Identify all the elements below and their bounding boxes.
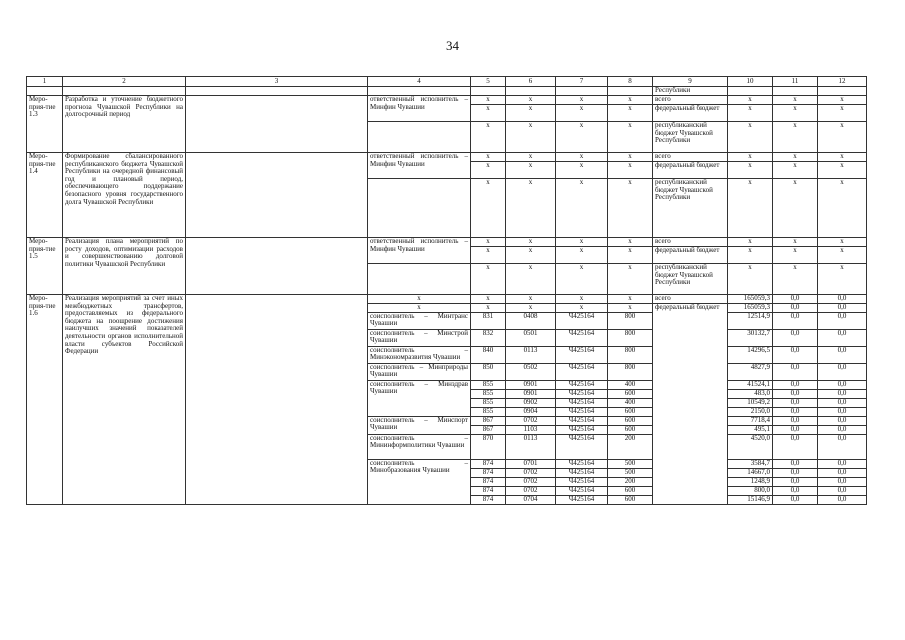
- source-cell: республиканский бюджет Чувашской Республики: [653, 264, 728, 295]
- col-header: 5: [471, 77, 506, 87]
- expense-type-cell: 200: [608, 434, 653, 459]
- grbs-cell: 874: [471, 459, 506, 468]
- target-code-cell: Ч425164: [556, 459, 608, 468]
- source-cell: всего: [653, 238, 728, 247]
- amount-cell: 7718,4: [728, 416, 773, 425]
- expense-type-cell: 200: [608, 477, 653, 486]
- empty-cell: [186, 295, 368, 505]
- grbs-cell: 874: [471, 495, 506, 504]
- x-cell: x: [728, 153, 773, 162]
- x-cell: x: [773, 238, 818, 247]
- executor-cell: соисполнитель – Минэкономразвития Чувашии: [368, 346, 471, 363]
- grbs-cell: 870: [471, 434, 506, 459]
- target-code-cell: Ч425164: [556, 389, 608, 398]
- table-row: [27, 153, 867, 162]
- grbs-cell: 874: [471, 468, 506, 477]
- executor-cell: соисполнитель – Минздрав Чувашии: [368, 380, 471, 416]
- x-cell: x: [506, 105, 556, 122]
- target-code-cell: Ч425164: [556, 495, 608, 504]
- grbs-cell: 840: [471, 346, 506, 363]
- x-cell: x: [471, 295, 506, 304]
- value-cell: 0,0: [818, 468, 867, 477]
- target-code-cell: Ч425164: [556, 312, 608, 329]
- section-cell: 0408: [506, 312, 556, 329]
- value-cell: 0,0: [773, 295, 818, 304]
- value-cell: 0,0: [818, 434, 867, 459]
- value-cell: 0,0: [773, 407, 818, 416]
- expense-type-cell: 600: [608, 486, 653, 495]
- source-cell: федеральный бюджет: [653, 105, 728, 122]
- measure-code: Меро-прия-тие 1.3: [27, 96, 63, 153]
- x-cell: x: [506, 238, 556, 247]
- grbs-cell: 832: [471, 329, 506, 346]
- x-cell: x: [608, 96, 653, 105]
- section-cell: 0702: [506, 477, 556, 486]
- expense-type-cell: 800: [608, 346, 653, 363]
- value-cell: 0,0: [773, 380, 818, 389]
- grbs-cell: 867: [471, 425, 506, 434]
- x-cell: x: [556, 96, 608, 105]
- section-cell: 0704: [506, 495, 556, 504]
- x-cell: x: [818, 179, 867, 238]
- section-cell: 1103: [506, 425, 556, 434]
- x-cell: x: [506, 179, 556, 238]
- x-cell: x: [506, 96, 556, 105]
- amount-cell: 10549,2: [728, 398, 773, 407]
- table-row: [27, 295, 867, 304]
- source-cell: федеральный бюджет: [653, 247, 728, 264]
- col-header: 12: [818, 77, 867, 87]
- grbs-cell: 855: [471, 389, 506, 398]
- section-cell: 0113: [506, 434, 556, 459]
- value-cell: 0,0: [818, 329, 867, 346]
- amount-cell: 4827,9: [728, 363, 773, 380]
- executor-cell: ответственный исполнитель – Минфин Чувашии: [368, 153, 471, 179]
- source-cell: всего: [653, 153, 728, 162]
- expense-type-cell: 500: [608, 468, 653, 477]
- col-header: 6: [506, 77, 556, 87]
- target-code-cell: Ч425164: [556, 468, 608, 477]
- x-cell: x: [506, 153, 556, 162]
- x-cell: x: [608, 264, 653, 295]
- measure-name: Разработка и уточнение бюджетного прогноза Чувашской Республики на долгосрочный период: [63, 96, 186, 153]
- x-cell: x: [728, 122, 773, 153]
- x-cell: x: [471, 247, 506, 264]
- target-code-cell: Ч425164: [556, 398, 608, 407]
- empty-cell: [368, 264, 471, 295]
- grbs-cell: 874: [471, 477, 506, 486]
- section-cell: 0502: [506, 363, 556, 380]
- x-cell: x: [471, 238, 506, 247]
- x-cell: x: [728, 238, 773, 247]
- value-cell: 0,0: [773, 425, 818, 434]
- empty-cell: [186, 238, 368, 295]
- expense-type-cell: 600: [608, 389, 653, 398]
- x-cell: x: [506, 162, 556, 179]
- x-cell: x: [556, 247, 608, 264]
- value-cell: 0,0: [773, 416, 818, 425]
- value-cell: 0,0: [773, 495, 818, 504]
- col-header: 4: [368, 77, 471, 87]
- col-header: 1: [27, 77, 63, 87]
- x-cell: x: [818, 247, 867, 264]
- grbs-cell: 874: [471, 486, 506, 495]
- x-cell: x: [608, 153, 653, 162]
- x-cell: x: [506, 264, 556, 295]
- table-row: [27, 96, 867, 105]
- amount-cell: 30132,7: [728, 329, 773, 346]
- amount-cell: 3584,7: [728, 459, 773, 468]
- section-cell: 0702: [506, 486, 556, 495]
- executor-cell: ответственный исполнитель – Минфин Чувашии: [368, 96, 471, 122]
- table-row: [27, 238, 867, 247]
- x-cell: x: [818, 153, 867, 162]
- source-cell: федеральный бюджет: [653, 162, 728, 179]
- amount-cell: 41524,1: [728, 380, 773, 389]
- value-cell: 0,0: [773, 329, 818, 346]
- executor-cell: соисполнитель – Минобразования Чувашии: [368, 459, 471, 504]
- amount-cell: 12514,9: [728, 312, 773, 329]
- expense-type-cell: 400: [608, 398, 653, 407]
- target-code-cell: Ч425164: [556, 346, 608, 363]
- x-cell: x: [608, 179, 653, 238]
- col-header: 10: [728, 77, 773, 87]
- amount-cell: 495,1: [728, 425, 773, 434]
- value-cell: 0,0: [773, 346, 818, 363]
- x-cell: x: [608, 295, 653, 304]
- executor-cell: соисполнитель – Мининформполитики Чувашии: [368, 434, 471, 459]
- value-cell: 0,0: [773, 398, 818, 407]
- x-cell: x: [608, 238, 653, 247]
- value-cell: 0,0: [818, 486, 867, 495]
- measure-name: Реализация мероприятий за счет иных межбюджетных трансфертов, предоставляемых из федерального бюджета на поощрение достижения наилучших значений показателей деятельности органов исполнительной власти субъектов Российской Федерации: [63, 295, 186, 505]
- x-cell: x: [368, 295, 471, 304]
- x-cell: x: [773, 247, 818, 264]
- amount-cell: 15146,9: [728, 495, 773, 504]
- section-cell: 0701: [506, 459, 556, 468]
- amount-cell: 14667,0: [728, 468, 773, 477]
- x-cell: x: [728, 179, 773, 238]
- amount-cell: 14296,5: [728, 346, 773, 363]
- value-cell: 0,0: [773, 389, 818, 398]
- amount-cell: 165059,3: [728, 304, 773, 313]
- x-cell: x: [728, 162, 773, 179]
- source-cell: республиканский бюджет Чувашской Республики: [653, 179, 728, 238]
- x-cell: x: [773, 122, 818, 153]
- x-cell: x: [556, 122, 608, 153]
- source-cell: республиканский бюджет Чувашской Республики: [653, 122, 728, 153]
- source-cell: всего: [653, 295, 728, 304]
- x-cell: x: [608, 105, 653, 122]
- section-cell: 0501: [506, 329, 556, 346]
- value-cell: 0,0: [773, 434, 818, 459]
- value-cell: 0,0: [818, 363, 867, 380]
- amount-cell: 4520,0: [728, 434, 773, 459]
- executor-cell: соисполнитель – Минприроды Чувашии: [368, 363, 471, 380]
- col-header: 11: [773, 77, 818, 87]
- measure-code: Меро-прия-тие 1.5: [27, 238, 63, 295]
- value-cell: 0,0: [773, 363, 818, 380]
- col-header: 9: [653, 77, 728, 87]
- grbs-cell: 855: [471, 407, 506, 416]
- grbs-cell: 855: [471, 398, 506, 407]
- expense-type-cell: 600: [608, 495, 653, 504]
- x-cell: x: [773, 264, 818, 295]
- source-cell: Республики: [653, 87, 728, 96]
- x-cell: x: [368, 304, 471, 313]
- value-cell: 0,0: [773, 312, 818, 329]
- section-cell: 0901: [506, 389, 556, 398]
- grbs-cell: 867: [471, 416, 506, 425]
- col-header: 2: [63, 77, 186, 87]
- x-cell: x: [773, 153, 818, 162]
- x-cell: x: [506, 122, 556, 153]
- x-cell: x: [506, 295, 556, 304]
- x-cell: x: [471, 105, 506, 122]
- expense-type-cell: 800: [608, 329, 653, 346]
- value-cell: 0,0: [818, 407, 867, 416]
- col-header: 3: [186, 77, 368, 87]
- x-cell: x: [556, 304, 608, 313]
- expense-type-cell: 400: [608, 380, 653, 389]
- measure-code: Меро-прия-тие 1.4: [27, 153, 63, 238]
- value-cell: 0,0: [818, 459, 867, 468]
- page-number: 34: [446, 38, 459, 53]
- x-cell: x: [471, 264, 506, 295]
- x-cell: x: [556, 238, 608, 247]
- x-cell: x: [728, 247, 773, 264]
- section-cell: 0904: [506, 407, 556, 416]
- expense-type-cell: 800: [608, 363, 653, 380]
- x-cell: x: [506, 247, 556, 264]
- col-header: 7: [556, 77, 608, 87]
- x-cell: x: [773, 162, 818, 179]
- x-cell: x: [818, 264, 867, 295]
- x-cell: x: [728, 264, 773, 295]
- section-cell: 0113: [506, 346, 556, 363]
- expense-type-cell: 600: [608, 425, 653, 434]
- measure-name: Реализация плана мероприятий по росту доходов, оптимизации расходов и совершенствованию долговой политики Чувашской Республики: [63, 238, 186, 295]
- expense-type-cell: 500: [608, 459, 653, 468]
- x-cell: x: [608, 247, 653, 264]
- x-cell: x: [728, 96, 773, 105]
- section-cell: 0901: [506, 380, 556, 389]
- x-cell: x: [818, 238, 867, 247]
- x-cell: x: [471, 162, 506, 179]
- x-cell: x: [556, 162, 608, 179]
- amount-cell: 800,0: [728, 486, 773, 495]
- target-code-cell: Ч425164: [556, 486, 608, 495]
- section-cell: 0702: [506, 416, 556, 425]
- amount-cell: 1248,9: [728, 477, 773, 486]
- x-cell: x: [608, 304, 653, 313]
- target-code-cell: Ч425164: [556, 477, 608, 486]
- amount-cell: 483,0: [728, 389, 773, 398]
- source-cell: федеральный бюджет: [653, 304, 728, 505]
- target-code-cell: Ч425164: [556, 407, 608, 416]
- source-cell: всего: [653, 96, 728, 105]
- value-cell: 0,0: [818, 304, 867, 313]
- grbs-cell: 855: [471, 380, 506, 389]
- value-cell: 0,0: [818, 346, 867, 363]
- target-code-cell: Ч425164: [556, 329, 608, 346]
- x-cell: x: [818, 105, 867, 122]
- value-cell: 0,0: [773, 468, 818, 477]
- empty-cell: [186, 96, 368, 153]
- amount-cell: 165059,3: [728, 295, 773, 304]
- col-header: 8: [608, 77, 653, 87]
- expense-type-cell: 600: [608, 407, 653, 416]
- value-cell: 0,0: [818, 380, 867, 389]
- section-cell: 0902: [506, 398, 556, 407]
- value-cell: 0,0: [818, 416, 867, 425]
- x-cell: x: [556, 179, 608, 238]
- executor-cell: соисполнитель – Минспорт Чувашии: [368, 416, 471, 434]
- value-cell: 0,0: [818, 425, 867, 434]
- x-cell: x: [818, 162, 867, 179]
- executor-cell: соисполнитель – Минтранс Чувашии: [368, 312, 471, 329]
- header-row: [27, 77, 867, 87]
- x-cell: x: [471, 179, 506, 238]
- value-cell: 0,0: [773, 477, 818, 486]
- empty-cell: [368, 179, 471, 238]
- x-cell: x: [471, 153, 506, 162]
- target-code-cell: Ч425164: [556, 425, 608, 434]
- amount-cell: 2150,0: [728, 407, 773, 416]
- program-table: [26, 76, 867, 505]
- executor-cell: ответственный исполнитель – Минфин Чувашии: [368, 238, 471, 264]
- x-cell: x: [471, 122, 506, 153]
- x-cell: x: [471, 304, 506, 313]
- x-cell: x: [506, 304, 556, 313]
- measure-name: Формирование сбалансированного республиканского бюджета Чувашской Республики на очередной финансовый год и плановый период, обеспечивающего поддержание безопасного уровня государственного долга Чувашской Республики: [63, 153, 186, 238]
- value-cell: 0,0: [773, 486, 818, 495]
- value-cell: 0,0: [818, 398, 867, 407]
- value-cell: 0,0: [818, 295, 867, 304]
- x-cell: x: [556, 295, 608, 304]
- empty-cell: [186, 153, 368, 238]
- x-cell: x: [818, 122, 867, 153]
- measure-code: Меро-прия-тие 1.6: [27, 295, 63, 505]
- value-cell: 0,0: [773, 304, 818, 313]
- target-code-cell: Ч425164: [556, 434, 608, 459]
- x-cell: x: [608, 122, 653, 153]
- x-cell: x: [773, 96, 818, 105]
- table-row: [27, 87, 867, 96]
- grbs-cell: 831: [471, 312, 506, 329]
- x-cell: x: [556, 153, 608, 162]
- value-cell: 0,0: [818, 312, 867, 329]
- x-cell: x: [728, 105, 773, 122]
- value-cell: 0,0: [818, 389, 867, 398]
- expense-type-cell: 600: [608, 416, 653, 425]
- executor-cell: соисполнитель – Минстрой Чувашии: [368, 329, 471, 346]
- x-cell: x: [556, 105, 608, 122]
- x-cell: x: [556, 264, 608, 295]
- expense-type-cell: 800: [608, 312, 653, 329]
- x-cell: x: [608, 162, 653, 179]
- target-code-cell: Ч425164: [556, 416, 608, 425]
- section-cell: 0702: [506, 468, 556, 477]
- value-cell: 0,0: [818, 495, 867, 504]
- x-cell: x: [773, 179, 818, 238]
- value-cell: 0,0: [773, 459, 818, 468]
- grbs-cell: 850: [471, 363, 506, 380]
- x-cell: x: [471, 96, 506, 105]
- target-code-cell: Ч425164: [556, 380, 608, 389]
- x-cell: x: [773, 105, 818, 122]
- target-code-cell: Ч425164: [556, 363, 608, 380]
- value-cell: 0,0: [818, 477, 867, 486]
- empty-cell: [368, 122, 471, 153]
- x-cell: x: [818, 96, 867, 105]
